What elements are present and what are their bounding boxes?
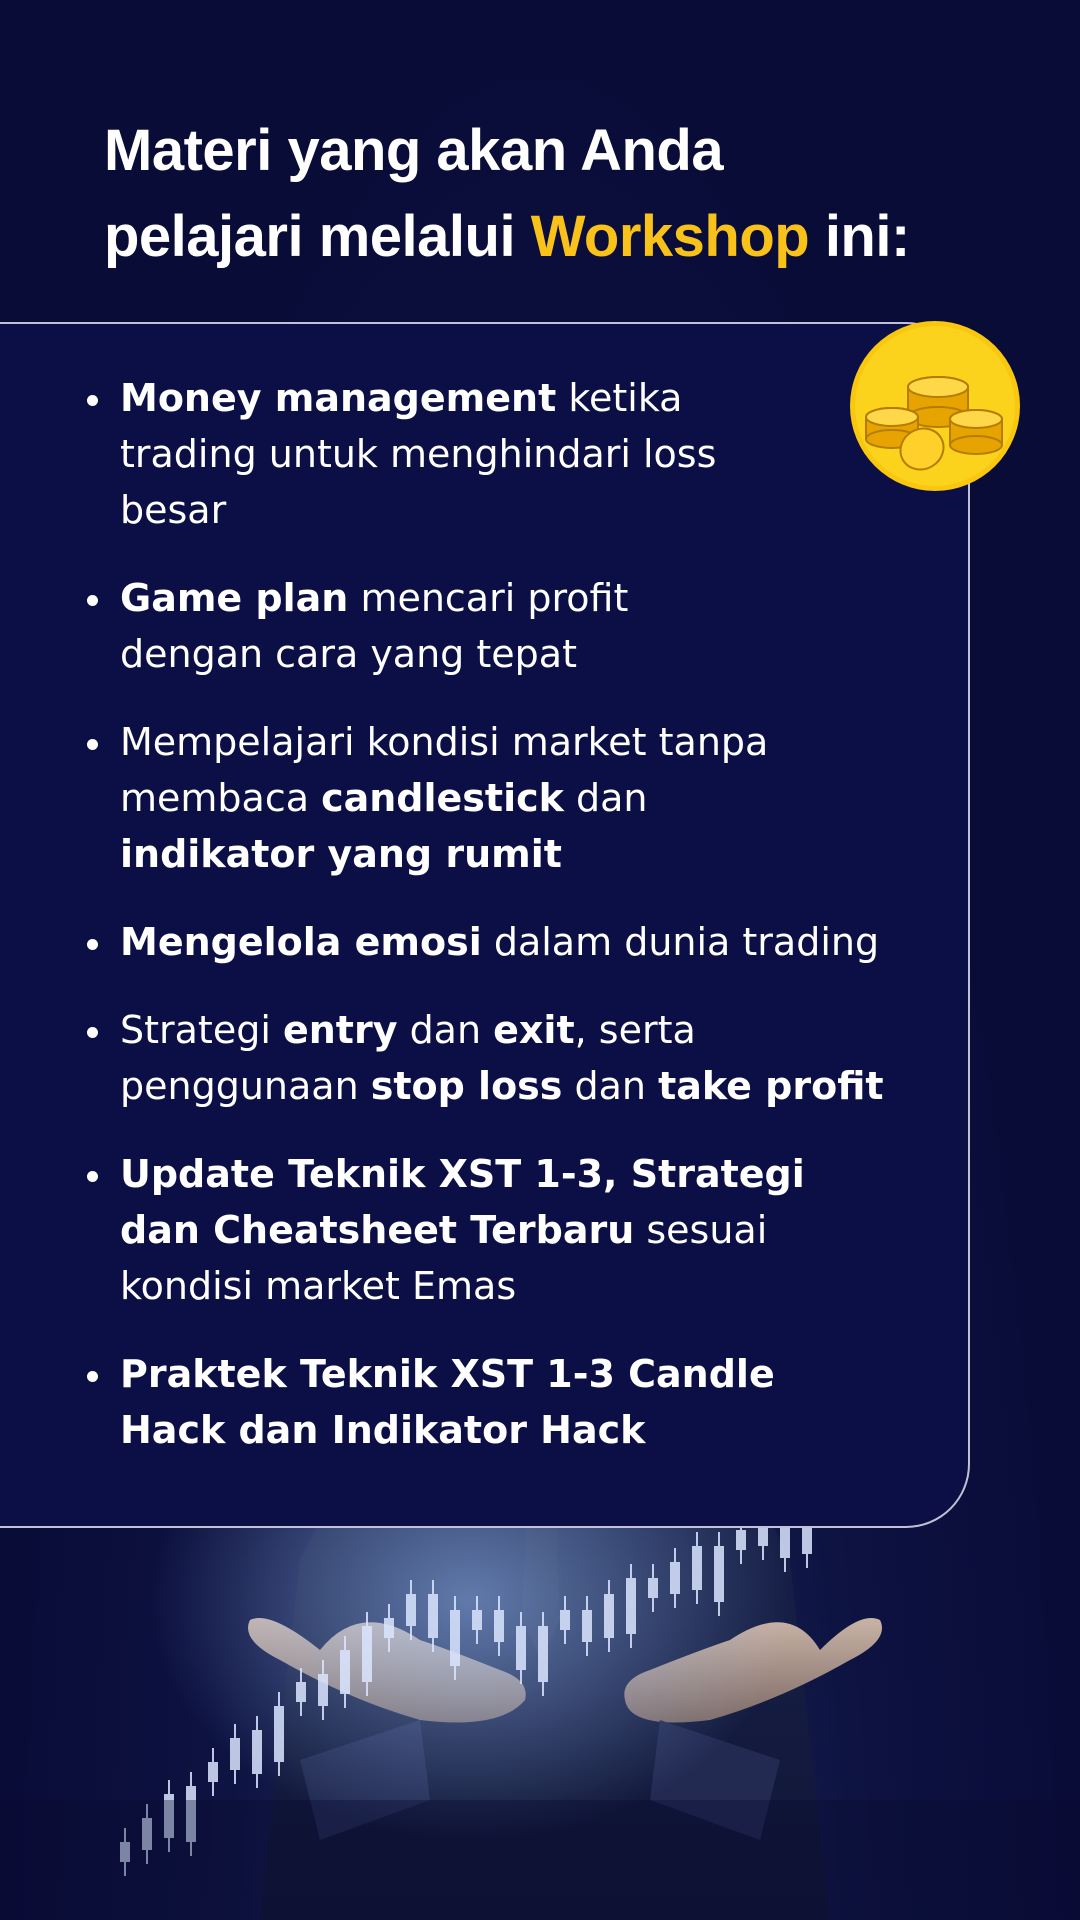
candle-body <box>384 1618 394 1638</box>
point-1-text-3: besar <box>120 488 227 532</box>
point-4-bold: Mengelola emosi <box>120 920 482 964</box>
point-6-text-2: kondisi market Emas <box>120 1264 517 1308</box>
point-5-text: Strategi <box>120 1008 283 1052</box>
candle-body <box>472 1610 482 1630</box>
candle-body <box>340 1650 350 1694</box>
list-item <box>90 714 950 882</box>
candle-body <box>692 1546 702 1590</box>
candle-body <box>494 1610 504 1642</box>
point-5-text-4: penggunaan <box>120 1064 371 1108</box>
list-item <box>90 1346 950 1458</box>
point-2-bold: Game plan <box>120 576 349 620</box>
point-5-text-2: dan <box>397 1008 494 1052</box>
candle-body <box>626 1578 636 1634</box>
point-1-text-2: trading untuk menghindari loss <box>120 432 717 476</box>
list-item <box>90 914 950 970</box>
point-3-bold-3: indikator yang rumit <box>120 832 562 876</box>
point-3-text: Mempelajari kondisi market tanpa <box>120 720 769 764</box>
point-5-text-5: dan <box>562 1064 659 1108</box>
point-2-text: mencari profit <box>348 576 629 620</box>
candle-body <box>560 1610 570 1630</box>
point-5-text-3: , serta <box>574 1008 696 1052</box>
list-item <box>90 570 950 682</box>
candle-body <box>648 1578 658 1598</box>
candle-body <box>604 1594 614 1638</box>
point-6-text: sesuai <box>634 1208 768 1252</box>
point-5-bold-4: take profit <box>658 1064 884 1108</box>
title-line-1: Materi yang akan Anda <box>104 118 724 183</box>
candle-body <box>296 1682 306 1702</box>
point-5-bold: entry <box>282 1008 398 1052</box>
list-item <box>90 370 950 538</box>
candle-body <box>736 1530 746 1550</box>
candle-body <box>582 1610 592 1642</box>
page-title <box>104 108 1004 280</box>
point-7-bold-2: Hack dan Indikator Hack <box>120 1408 646 1452</box>
candle-body <box>208 1762 218 1782</box>
candle-body <box>362 1626 372 1682</box>
title-line-2-prefix: pelajari melalui <box>104 204 531 269</box>
point-6-bold: Update Teknik XST 1-3, Strategi <box>120 1152 805 1196</box>
list-item <box>90 1002 950 1114</box>
point-3-bold-2: candlestick <box>321 776 564 820</box>
point-3-text-2: membaca <box>120 776 322 820</box>
point-6-bold-2: dan Cheatsheet Terbaru <box>120 1208 635 1252</box>
title-line-2-suffix: ini: <box>809 204 910 269</box>
point-2-text-2: dengan cara yang tepat <box>120 632 577 676</box>
candle-body <box>252 1730 262 1774</box>
point-7-bold: Praktek Teknik XST 1-3 Candle <box>120 1352 775 1396</box>
candle-body <box>670 1562 680 1594</box>
candle-body <box>230 1738 240 1770</box>
candle-body <box>406 1594 416 1626</box>
point-5-bold-2: exit <box>493 1008 575 1052</box>
candle-body <box>318 1674 328 1706</box>
point-5-bold-3: stop loss <box>370 1064 563 1108</box>
candle-body <box>714 1546 724 1602</box>
point-1-bold: Money management <box>120 376 557 420</box>
candle-body <box>450 1610 460 1666</box>
point-4-text: dalam dunia trading <box>481 920 880 964</box>
candle-body <box>274 1706 284 1762</box>
title-highlight: Workshop <box>530 204 810 269</box>
list-item <box>90 1146 950 1314</box>
point-1-text: ketika <box>556 376 683 420</box>
point-3-text-3: dan <box>563 776 648 820</box>
candle-body <box>428 1594 438 1638</box>
learning-points-list <box>90 370 950 1490</box>
candle-body <box>516 1626 526 1670</box>
candle-body <box>538 1626 548 1682</box>
